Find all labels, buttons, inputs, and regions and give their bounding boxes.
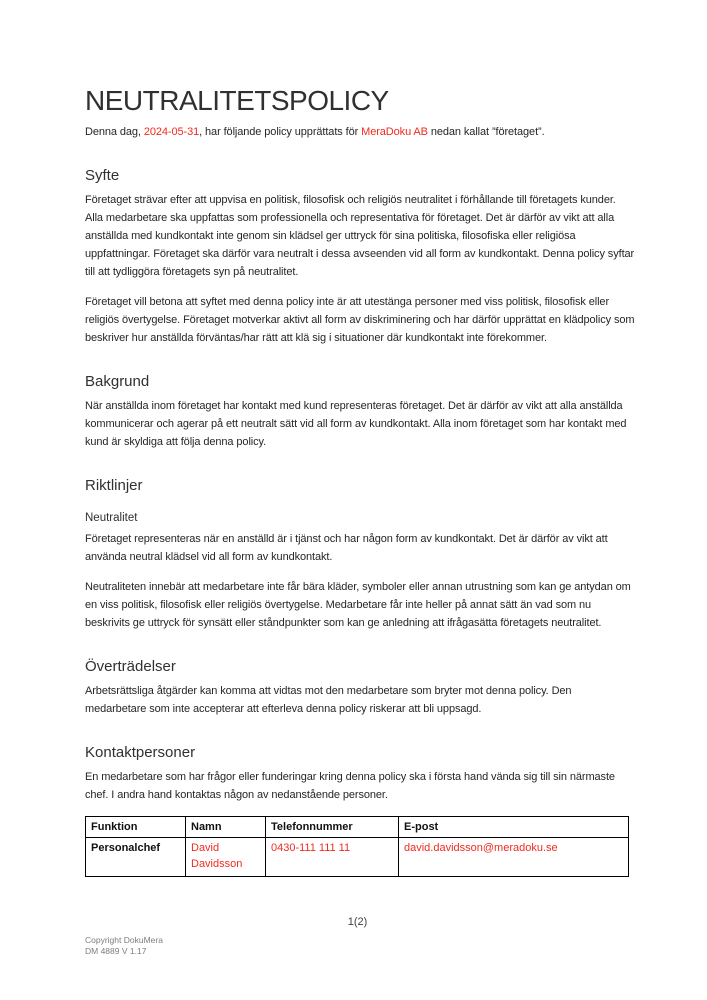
table-header-namn: Namn (186, 817, 266, 838)
section-heading-overtradelser: Överträdelser (85, 658, 176, 675)
section-heading-riktlinjer: Riktlinjer (85, 477, 143, 494)
contacts-table-header-row (86, 817, 629, 838)
section-kontaktpersoner (85, 742, 635, 877)
section-heading-syfte: Syfte (85, 167, 120, 184)
contact-funktion: Personalchef (86, 838, 186, 877)
document-content (85, 84, 635, 877)
intro-line (85, 123, 635, 141)
company-name: MeraDoku AB (361, 126, 428, 138)
intro-part3: nedan kallat ”företaget”. (427, 126, 545, 138)
intro-part2: , har följande policy upprättats för (199, 126, 362, 138)
copyright-line: Copyright DokuMera (85, 935, 163, 945)
document-version: DM 4889 V 1.17 (85, 946, 147, 956)
table-header-epost: E-post (399, 817, 629, 838)
document-title: NEUTRALITETSPOLICY (85, 85, 389, 116)
paragraph: När anställda inom företaget har kontakt med kund representeras företaget. Det är därför av vikt att alla anställda kommunicerar och agerar på ett neutralt sätt vid all form av kundkontakt. Alla inom företaget som har kontakt med kund är skyldiga att följa denna policy. (85, 400, 627, 448)
table-header-funktion: Funktion (86, 817, 186, 838)
section-syfte (85, 165, 635, 347)
section-heading-bakgrund: Bakgrund (85, 373, 150, 390)
section-heading-kontaktpersoner: Kontaktpersoner (85, 744, 196, 761)
paragraph: Neutraliteten innebär att medarbetare inte får bära kläder, symboler eller annan utrustning som kan ge antydan om en viss politisk, filosofisk eller religiös övertygelse. Medarbetare får inte heller på annat sätt än vad som nu beskrivits ge uttryck för synsätt eller ståndpunkter som kan ge anledning att ifrågasätta företagets neutralitet. (85, 581, 631, 629)
contact-epost: david.davidsson@meradoku.se (399, 838, 629, 877)
intro-part1: Denna dag, (85, 126, 144, 138)
section-overtradelser (85, 656, 635, 718)
paragraph: Företaget representeras när en anställd är i tjänst och har någon form av kundkontakt. Det är därför av vikt att använda neutral klädsel vid all form av kundkontakt. (85, 533, 608, 563)
paragraph: Arbetsrättsliga åtgärder kan komma att vidtas mot den medarbetare som bryter mot denna policy. Den medarbetare som inte accepterar att efterleva denna policy riskerar att bli uppsagd. (85, 685, 572, 715)
page-number: 1(2) (347, 916, 368, 928)
contact-namn: David Davidsson (186, 838, 266, 877)
contacts-table (85, 816, 629, 877)
paragraph: En medarbetare som har frågor eller funderingar kring denna policy ska i första hand vända sig till sin närmaste chef. I andra hand kontaktas någon av nedanstående personer. (85, 771, 615, 801)
table-row (86, 838, 629, 877)
sub-heading-neutralitet: Neutralitet (85, 512, 138, 524)
table-header-telefonnummer: Telefonnummer (266, 817, 399, 838)
paragraph: Företaget vill betona att syftet med denna policy inte är att utestänga personer med viss politisk, filosofisk eller religiös övertygelse. Företaget motverkar aktivt all form av diskriminering och har därför upprättat en klädpolicy som beskriver hur anställda förväntas/har rätt att klä sig i situationer där kundkontakt inte förekommer. (85, 296, 635, 344)
footer-copyright (85, 935, 163, 957)
contact-telefonnummer: 0430-111 111 11 (266, 838, 399, 877)
policy-date: 2024-05-31 (143, 126, 200, 138)
paragraph: Företaget strävar efter att uppvisa en politisk, filosofisk och religiös neutralitet i förhållande till företagets kunder. Alla medarbetare ska uppfattas som professionella och representativa för företaget. Det är därför av vikt att alla anställda med kundkontakt inte genom sin klädsel ger uttryck för sina politiska, filosofiska eller religiösa uppfattningar. Företaget ska därför vara neutralt i dessa avseenden vid all form av kundkontakt. Denna policy syftar till att tydliggöra företagets syn på neutralitet. (85, 194, 635, 278)
section-bakgrund (85, 371, 635, 451)
section-riktlinjer (85, 475, 635, 632)
